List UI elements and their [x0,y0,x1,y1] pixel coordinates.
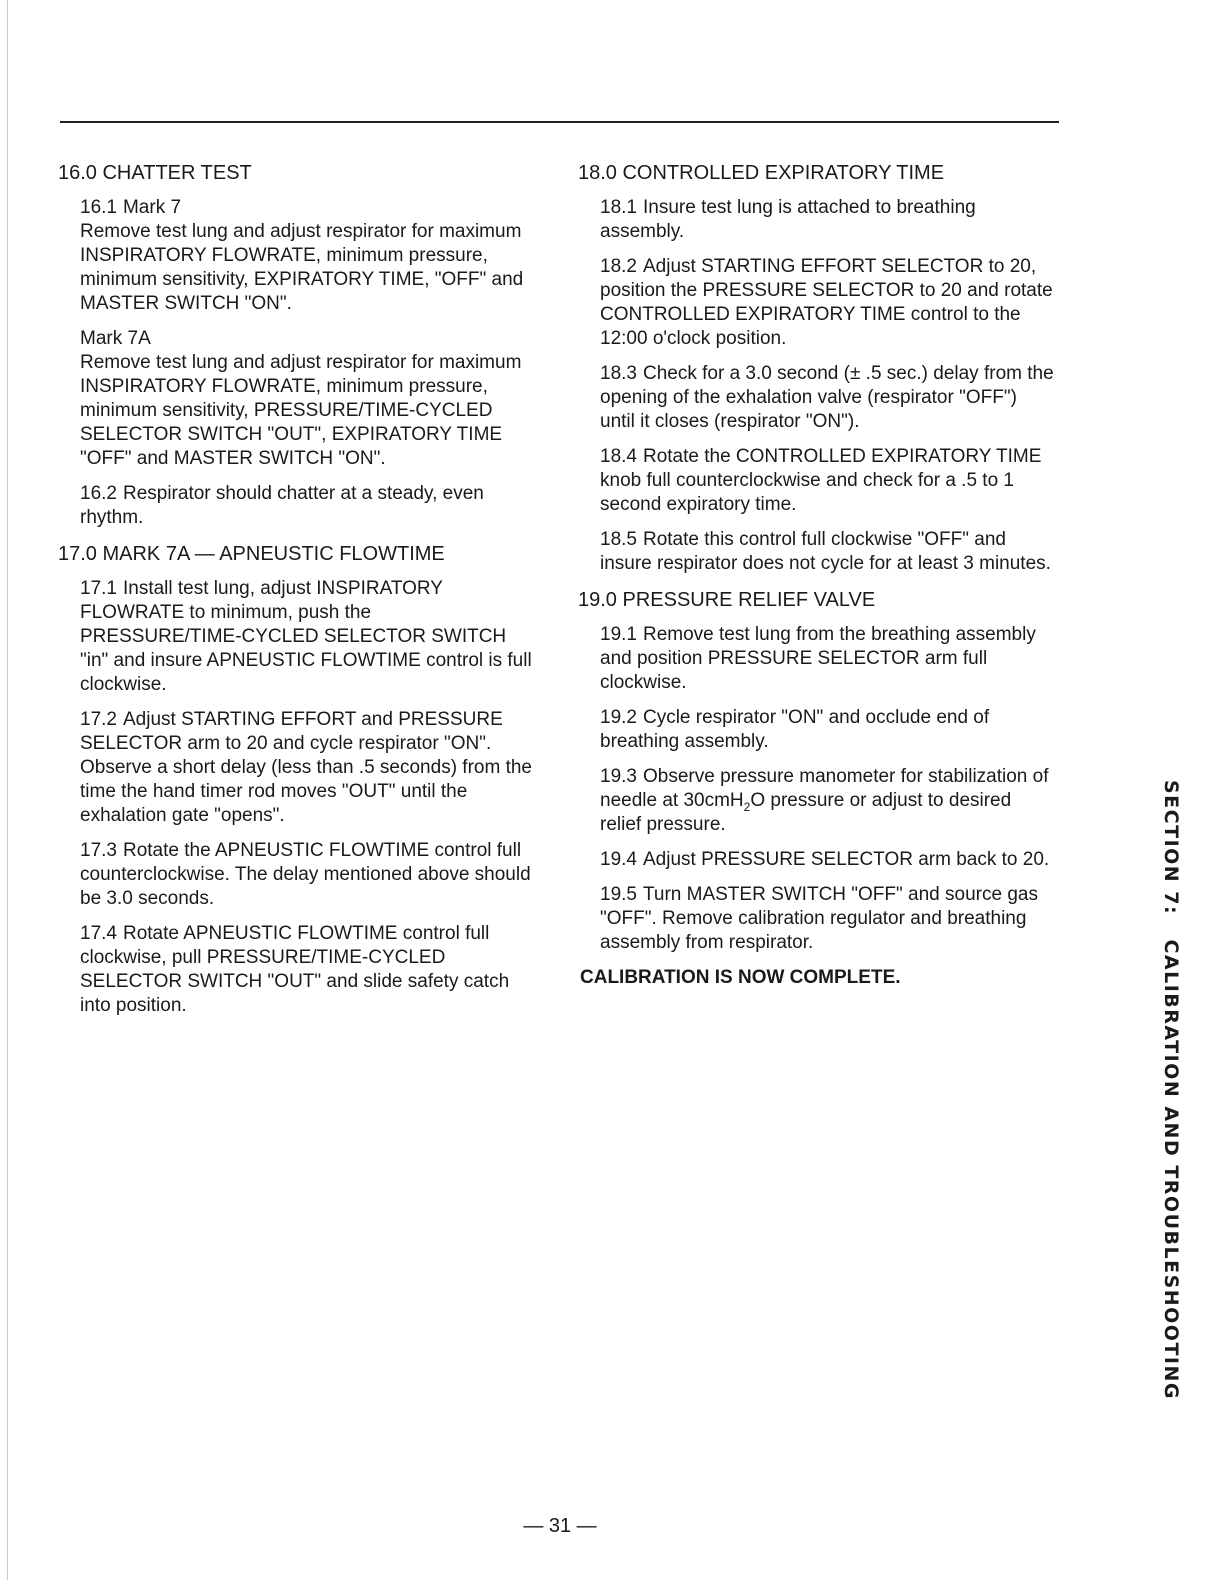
section-18-heading: 18.0 CONTROLLED EXPIRATORY TIME [578,162,945,184]
step-19-4 [600,848,1056,872]
step-18-1 [600,196,1056,244]
step-19-2 [600,706,1056,754]
step-17-2-text: Adjust STARTING EFFORT and PRESSURE SELECTOR arm to 20 and cycle respirator "ON". Observe a short delay (less than .5 seconds) from the time the hand timer rod moves "OUT" until the exhalation gate "opens". [80,709,532,826]
step-number: 18.5 [600,529,637,550]
header-rule [60,121,1059,123]
step-18-5-text: Rotate this control full clockwise "OFF" and insure respirator does not cycle for at least 3 minutes. [600,529,1051,574]
section-19-heading: 19.0 PRESSURE RELIEF VALVE [578,589,876,611]
step-16-2-text: Respirator should chatter at a steady, even rhythm. [80,483,484,528]
step-16-2 [80,482,536,530]
step-17-1 [80,577,536,697]
step-number: 16.1 [80,197,117,218]
step-19-4-text: Adjust PRESSURE SELECTOR arm back to 20. [642,849,1050,870]
step-19-1 [600,623,1056,695]
step-18-3-text: Check for a 3.0 second (± .5 sec.) delay from the opening of the exhalation valve (respirator "OFF") until it closes (respirator "ON"). [600,363,1054,432]
step-18-1-text: Insure test lung is attached to breathing assembly. [600,197,976,242]
step-number: 18.1 [600,197,637,218]
mark-7a-title: Mark 7A [80,328,151,349]
step-number: 19.2 [600,707,637,728]
step-16-1 [80,196,536,316]
step-16-1-text: Remove test lung and adjust respirator for maximum INSPIRATORY FLOWRATE, minimum pressure, minimum sensitivity, EXPIRATORY TIME, "OFF" and MASTER SWITCH "ON". [80,221,524,314]
side-section-title [1152,780,1182,1500]
step-19-3-text-pre: Observe pressure manometer for stabilization of needle at 30cmH [600,766,1049,811]
page-number: — 31 — [523,1515,597,1537]
step-number: 19.3 [600,766,637,787]
section-17-heading: 17.0 MARK 7A — APNEUSTIC FLOWTIME [58,543,445,565]
step-19-5 [600,883,1056,955]
step-number: 17.4 [80,923,117,944]
step-18-2 [600,255,1056,351]
side-section-title-text: SECTION 7: CALIBRATION AND TROUBLESHOOTING [1160,780,1182,1400]
step-number: 19.5 [600,884,637,905]
step-18-4 [600,445,1056,517]
step-18-2-text: Adjust STARTING EFFORT SELECTOR to 20, position the PRESSURE SELECTOR to 20 and rotate CONTROLLED EXPIRATORY TIME control to the 12:00 o'clock position. [600,256,1053,349]
step-17-4 [80,922,536,1018]
step-17-1-text: Install test lung, adjust INSPIRATORY FLOWRATE to minimum, push the PRESSURE/TIME-CYCLED SELECTOR SWITCH "in" and insure APNEUSTIC FLOWTIME control is full clockwise. [80,578,532,695]
page-edge-line [7,0,8,1580]
subscript-2: 2 [743,799,751,814]
step-number: 17.2 [80,709,117,730]
step-19-5-text: Turn MASTER SWITCH "OFF" and source gas "OFF". Remove calibration regulator and breathing assembly from respirator. [600,884,1038,953]
step-18-3 [600,362,1056,434]
step-number: 18.4 [600,446,637,467]
step-17-3-text: Rotate the APNEUSTIC FLOWTIME control full counterclockwise. The delay mentioned above should be 3.0 seconds. [80,840,531,909]
step-18-5 [600,528,1056,576]
mark-7a-text: Remove test lung and adjust respirator for maximum INSPIRATORY FLOWRATE, minimum pressure, minimum sensitivity, PRESSURE/TIME-CYCLED SELECTOR SWITCH "OUT", EXPIRATORY TIME "OFF" and MASTER SWITCH "ON". [80,352,522,469]
step-number: 18.2 [600,256,637,277]
right-column [578,160,1056,990]
step-17-4-text: Rotate APNEUSTIC FLOWTIME control full clockwise, pull PRESSURE/TIME-CYCLED SELECTOR SWITCH "OUT" and slide safety catch into position. [80,923,510,1016]
step-17-3 [80,839,536,911]
step-16-1-title: Mark 7 [122,197,182,218]
left-column [58,160,536,1029]
step-19-1-text: Remove test lung from the breathing assembly and position PRESSURE SELECTOR arm full clockwise. [600,624,1036,693]
step-number: 19.1 [600,624,637,645]
step-number: 19.4 [600,849,637,870]
calibration-complete-notice: CALIBRATION IS NOW COMPLETE. [580,967,901,988]
step-number: 16.2 [80,483,117,504]
mark-7a-block [80,327,536,471]
step-19-3 [600,765,1056,837]
step-number: 18.3 [600,363,637,384]
step-19-2-text: Cycle respirator "ON" and occlude end of breathing assembly. [600,707,990,752]
step-17-2 [80,708,536,828]
step-number: 17.1 [80,578,117,599]
section-16-heading: 16.0 CHATTER TEST [58,162,252,184]
step-18-4-text: Rotate the CONTROLLED EXPIRATORY TIME knob full counterclockwise and check for a .5 to 1 second expiratory time. [600,446,1042,515]
step-number: 17.3 [80,840,117,861]
step-19-3-text-post: O pressure or adjust to desired relief pressure. [600,790,1012,835]
